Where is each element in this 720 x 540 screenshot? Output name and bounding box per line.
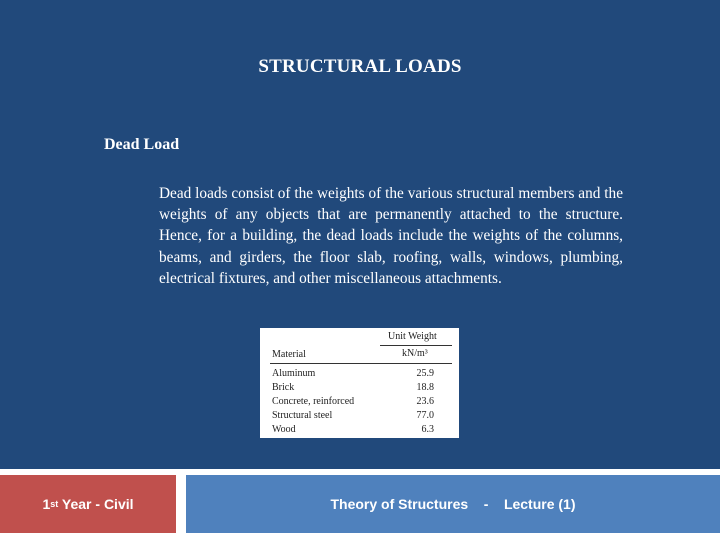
table-col-unit: kN/m³	[402, 348, 428, 359]
section-heading: Dead Load	[104, 136, 180, 153]
table-cell-material: Aluminum	[272, 368, 316, 379]
table-cell-value: 6.3	[421, 424, 434, 435]
table-row	[272, 382, 452, 396]
table-cell-value: 23.6	[416, 396, 434, 407]
table-group-header: Unit Weight	[388, 331, 437, 342]
table-header-rule	[270, 363, 452, 364]
table-cell-material: Brick	[272, 382, 295, 393]
table-cell-value: 25.9	[416, 368, 434, 379]
footer-year-label: Year - Civil	[58, 496, 134, 512]
footer-year-ordinal: st	[50, 499, 59, 509]
table-cell-material: Concrete, reinforced	[272, 396, 355, 407]
footer-lecture-title: Theory of Structures - Lecture (1)	[186, 475, 720, 533]
table-row	[272, 368, 452, 382]
table-cell-material: Wood	[272, 424, 296, 435]
table-group-rule	[380, 345, 452, 346]
table-col-material: Material	[272, 349, 306, 360]
footer-year-number: 1	[42, 496, 51, 512]
table-row	[272, 424, 452, 438]
unit-weight-table	[260, 328, 459, 438]
table-row	[272, 410, 452, 424]
footer-course-year	[0, 475, 176, 533]
table-row	[272, 396, 452, 410]
table-cell-material: Structural steel	[272, 410, 333, 421]
table-cell-value: 77.0	[416, 410, 434, 421]
table-cell-value: 18.8	[416, 382, 434, 393]
body-paragraph: Dead loads consist of the weights of the various structural members and the weights of any objects that are permanently attached to the structure. Hence, for a building, the dead loads include the weights of the columns, beams, and girders, the floor slab, roofing, walls, windows, plumbing, electrical fixtures, and other miscellaneous attachments.	[159, 185, 623, 287]
slide-title: STRUCTURAL LOADS	[258, 56, 462, 77]
